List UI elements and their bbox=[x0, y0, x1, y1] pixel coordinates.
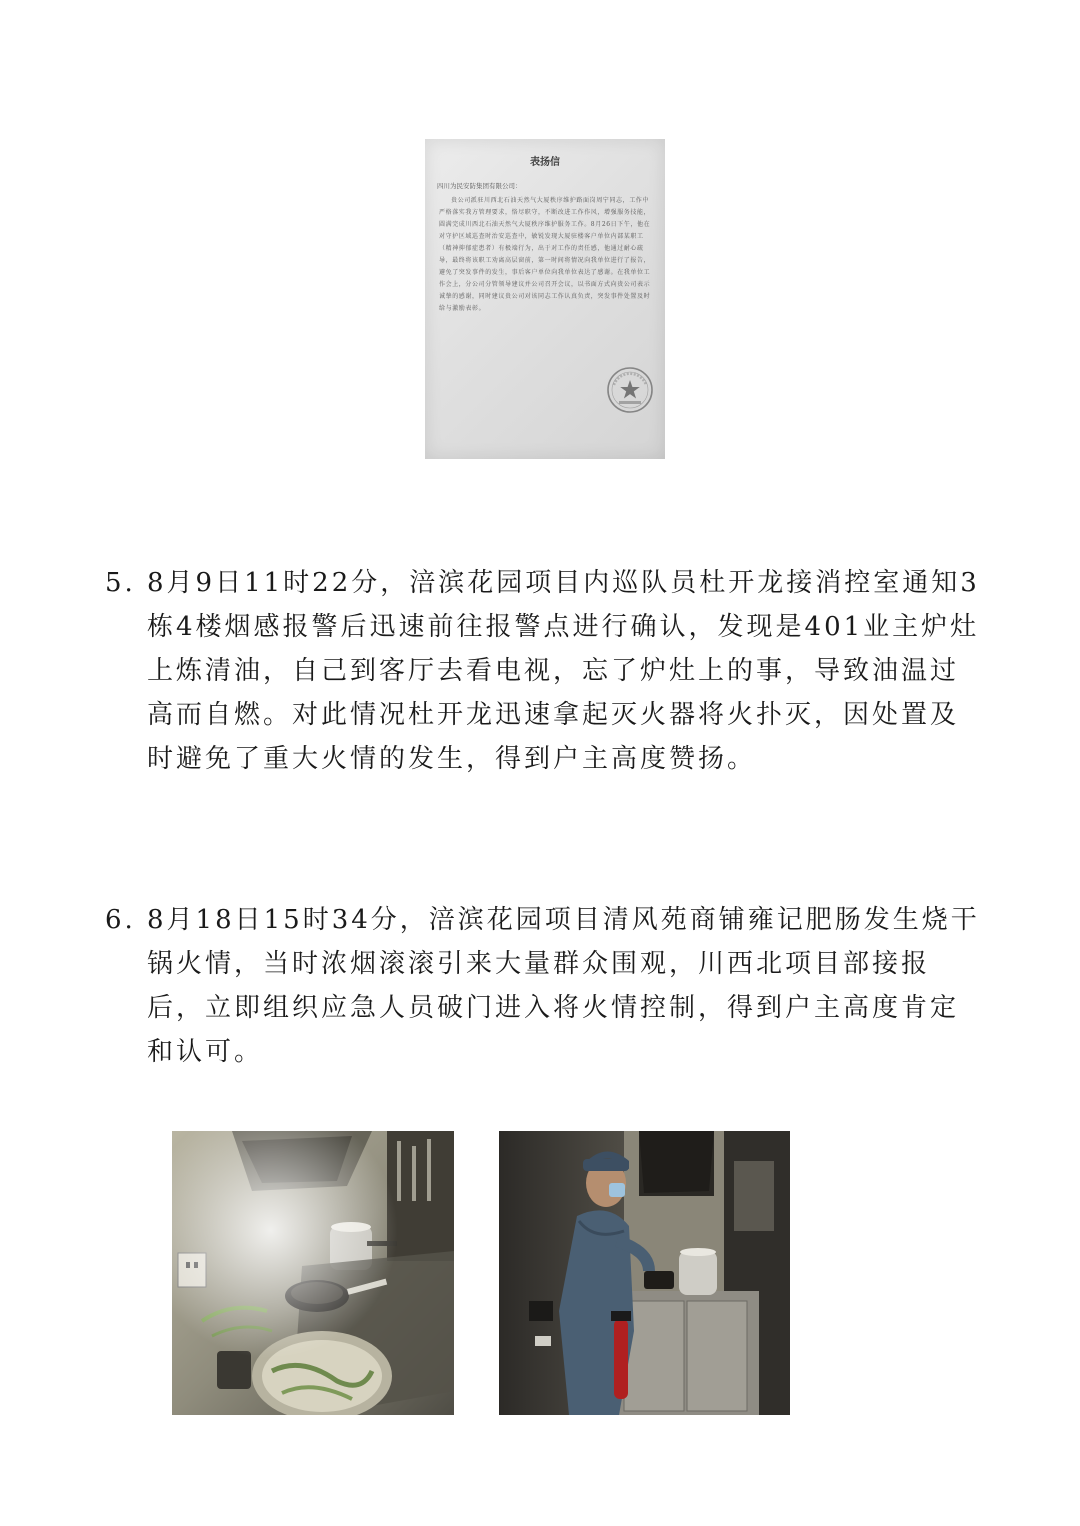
official-seal-stamp bbox=[605, 365, 655, 415]
item-number: 6. bbox=[105, 905, 136, 935]
commendation-letter-scan bbox=[425, 139, 665, 459]
item-text: 8月9日11时22分，涪滨花园项目内巡队员杜开龙接消控室通知3栋4楼烟感报警后迅速前往报警点进行确认，发现是401业主炉灶上炼清油，自己到客厅去看电视，忘了炉灶上的事，导致油温过高而自燃。对此情况杜开龙迅速拿起灭火器将火扑灭，因处置及时避免了重大火情的发生，得到户主高度赞扬。 bbox=[147, 568, 980, 774]
item-number: 5. bbox=[105, 568, 136, 598]
incident-item-5 bbox=[105, 561, 985, 781]
letter-body: 贵公司派驻川西北石油天然气大厦秩序维护路面岗周宁同志，工作中严格落实我方管理要求，恪尽职守，不断改进工作作风，增强服务技能，圆满完成川西北石油天然气大厦秩序维护服务工作。8月26日下午，他在对守护区域巡查时治安巡查中，敏锐发现大厦驻楼客户单位内部某职工（精神抑郁症患者）有极端行为，出于对工作的责任感，他通过耐心疏导，最终将该职工劝离高层窗前，第一时间将情况向我单位进行了报告，避免了突发事件的发生，事后客户单位向我单位表达了感谢。在我单位工作会上，分公司分管领导建议并公司召开会议，以书面方式向贵公司表示诚挚的感谢，同时建议贵公司对该同志工作认真负责，突发事件处置及时给与激励表彰。 bbox=[439, 197, 651, 312]
guard-at-stove-photo bbox=[499, 1131, 790, 1415]
letter-salutation: 四川为民安防集团有限公司： bbox=[437, 182, 522, 190]
incident-item-6 bbox=[105, 898, 985, 1074]
letter-title: 表扬信 bbox=[530, 157, 560, 168]
item-text: 8月18日15时34分，涪滨花园项目清风苑商铺雍记肥肠发生烧干锅火情，当时浓烟滚滚引来大量群众围观，川西北项目部接报后，立即组织应急人员破门进入将火情控制，得到户主高度肯定和认可。 bbox=[147, 905, 980, 1067]
burned-kitchen-photo bbox=[172, 1131, 454, 1415]
